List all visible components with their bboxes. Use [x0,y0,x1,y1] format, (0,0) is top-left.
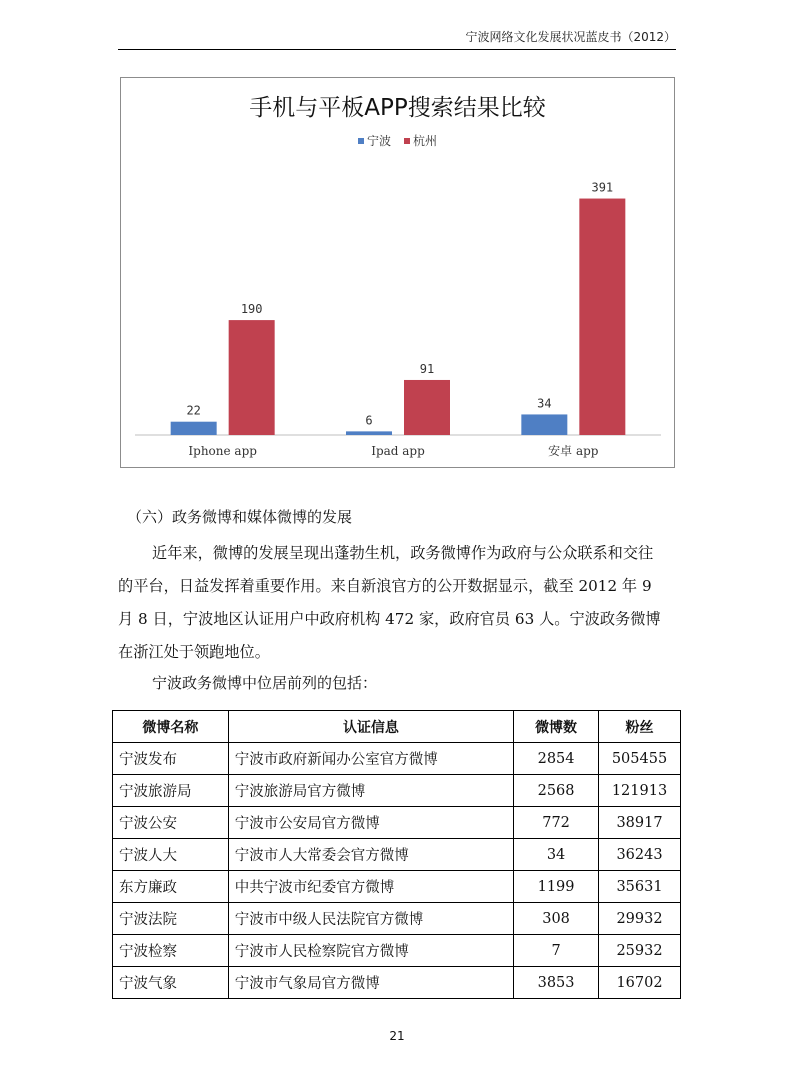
table-row [113,807,681,839]
section-heading: （六）政务微博和媒体微博的发展 [127,508,353,526]
bar-chart [120,77,675,468]
cell-followers: 505455 [599,743,681,775]
table-row [113,839,681,871]
cell-post-count: 34 [514,839,599,871]
weibo-table [112,710,681,999]
bar [521,414,567,435]
cell-verification: 宁波旅游局官方微博 [228,775,513,807]
cell-verification: 宁波市公安局官方微博 [228,807,513,839]
paragraph-line: 的平台，日益发挥着重要作用。来自新浪官方的公开数据显示，截至 2012 年 9 [118,577,652,595]
table-row [113,967,681,999]
data-label: 91 [419,361,435,376]
header-followers: 粉丝 [599,711,681,743]
bar [171,422,217,435]
bar [346,431,392,435]
table-row [113,743,681,775]
cell-name: 宁波检察 [113,935,229,967]
cell-name: 宁波旅游局 [113,775,229,807]
header-rule [118,49,676,50]
table-header-row [113,711,681,743]
cell-name: 宁波公安 [113,807,229,839]
page-number: 21 [389,1029,405,1043]
header-post-count: 微博数 [514,711,599,743]
cell-name: 宁波人大 [113,839,229,871]
cell-followers: 38917 [599,807,681,839]
paragraph-line: 月 8 日，宁波地区认证用户中政府机构 472 家，政府官员 63 人。宁波政务微博 [118,610,661,628]
cell-verification: 宁波市中级人民法院官方微博 [228,903,513,935]
data-label: 391 [591,180,614,195]
cell-post-count: 308 [514,903,599,935]
cell-post-count: 2568 [514,775,599,807]
cell-post-count: 7 [514,935,599,967]
header-name: 微博名称 [113,711,229,743]
bar [229,320,275,435]
table-row [113,903,681,935]
paragraph-line: 近年来，微博的发展呈现出蓬勃生机，政务微博作为政府与公众联系和交往 [152,544,654,562]
cell-followers: 29932 [599,903,681,935]
table-row [113,935,681,967]
cell-followers: 121913 [599,775,681,807]
data-label: 34 [537,396,552,411]
header-verification: 认证信息 [228,711,513,743]
body-paragraph [118,537,678,669]
chart-title: 手机与平板APP搜索结果比较 [249,95,546,121]
cell-verification: 宁波市人大常委会官方微博 [228,839,513,871]
table-row [113,871,681,903]
cell-post-count: 1199 [514,871,599,903]
cell-post-count: 772 [514,807,599,839]
cell-post-count: 2854 [514,743,599,775]
legend-swatch-2 [404,138,410,144]
category-label: Ipad app [371,444,425,458]
cell-name: 东方廉政 [113,871,229,903]
cell-verification: 中共宁波市纪委官方微博 [228,871,513,903]
cell-post-count: 3853 [514,967,599,999]
bar [579,199,625,435]
cell-verification: 宁波市气象局官方微博 [228,967,513,999]
running-header: 宁波网络文化发展状况蓝皮书（2012） [465,30,676,44]
cell-verification: 宁波市政府新闻办公室官方微博 [228,743,513,775]
legend-label-2: 杭州 [413,134,438,148]
data-label: 190 [240,302,263,317]
legend-swatch-1 [358,138,364,144]
category-label: Iphone app [188,444,257,458]
cell-followers: 25932 [599,935,681,967]
cell-name: 宁波法院 [113,903,229,935]
cell-followers: 35631 [599,871,681,903]
data-label: 22 [186,403,201,418]
chart-canvas [121,78,674,467]
table-intro: 宁波政务微博中位居前列的包括： [152,674,378,692]
cell-followers: 36243 [599,839,681,871]
cell-verification: 宁波市人民检察院官方微博 [228,935,513,967]
category-label: 安卓 app [548,444,599,458]
data-label: 6 [365,413,373,428]
cell-followers: 16702 [599,967,681,999]
paragraph-line: 在浙江处于领跑地位。 [118,643,270,661]
bar [404,380,450,435]
cell-name: 宁波发布 [113,743,229,775]
table-row [113,775,681,807]
cell-name: 宁波气象 [113,967,229,999]
legend-label-1: 宁波 [367,134,392,148]
